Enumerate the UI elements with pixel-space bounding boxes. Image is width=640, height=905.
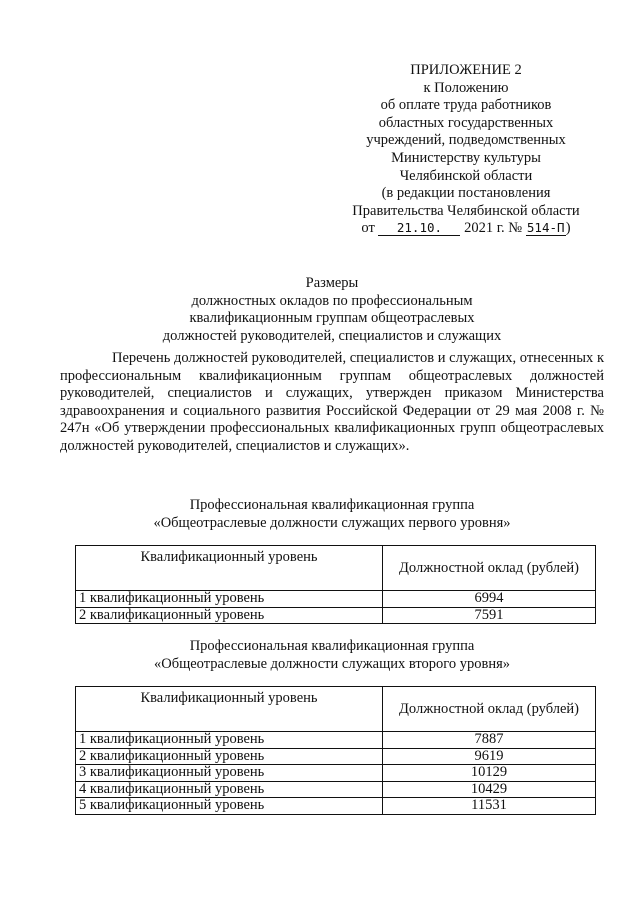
salary-cell: 10129: [383, 765, 596, 782]
salary-cell: 7591: [383, 607, 596, 624]
closing-paren: ): [565, 220, 571, 237]
date-prefix: от: [361, 220, 375, 237]
group-heading-first-level: [60, 497, 604, 532]
intro-text: Перечень должностей руководителей, специалистов и служащих, отнесенных к профессиональным квалификационным группам общеотраслевых должностей руководителей, специалистов и служащих, утвержден приказом Министерства здравоохранения и социального развития Российской Федерации от 29 мая 2008 г. № 247н «Об утверждении профессиональных квалификационных групп общеотраслевых должностей руководителей, специалистов и служащих».: [60, 350, 604, 454]
level-cell: 1 квалификационный уровень: [76, 732, 383, 749]
title-line: должностных окладов по профессиональным: [191, 292, 473, 309]
salary-cell: 9619: [383, 748, 596, 765]
level-cell: 5 квалификационный уровень: [76, 798, 383, 815]
column-header-salary: Должностной оклад (рублей): [383, 687, 596, 732]
appendix-line: областных государственных: [378, 114, 554, 131]
table-row: [76, 591, 596, 608]
level-cell: 3 квалификационный уровень: [76, 765, 383, 782]
salary-cell: 6994: [383, 591, 596, 608]
column-header-level: Квалификационный уровень: [76, 687, 383, 732]
table-row: [76, 748, 596, 765]
group-heading-line: «Общеотраслевые должности служащих первого уровня»: [153, 514, 511, 531]
column-header-level: Квалификационный уровень: [76, 546, 383, 591]
table-row: [76, 781, 596, 798]
appendix-line: Правительства Челябинской области: [352, 202, 580, 219]
group-heading-second-level: [60, 638, 604, 673]
table-row: [76, 607, 596, 624]
intro-paragraph: [60, 350, 604, 456]
appendix-line: (в редакции постановления: [381, 185, 551, 202]
salary-cell: 11531: [383, 798, 596, 815]
title-line: должностей руководителей, специалистов и служащих: [162, 327, 502, 344]
level-cell: 2 квалификационный уровень: [76, 748, 383, 765]
document-title: [60, 275, 604, 345]
date-year: 2021 г. №: [464, 220, 523, 237]
title-line: квалификационным группам общеотраслевых: [189, 310, 475, 327]
table-row: [76, 765, 596, 782]
appendix-line: Челябинской области: [399, 167, 533, 184]
level-cell: 1 квалификационный уровень: [76, 591, 383, 608]
group-heading-line: Профессиональная квалификационная группа: [189, 638, 475, 654]
appendix-line: об оплате труда работников: [380, 97, 552, 114]
table-row: [76, 798, 596, 815]
level-cell: 4 квалификационный уровень: [76, 781, 383, 798]
resolution-number: 514-П: [526, 220, 565, 236]
appendix-title: ПРИЛОЖЕНИЕ 2: [410, 62, 522, 78]
table-header-row: [76, 687, 596, 732]
salary-cell: 7887: [383, 732, 596, 749]
resolution-date-line: [330, 220, 602, 238]
table-row: [76, 732, 596, 749]
salary-table-second-level: [75, 686, 596, 815]
appendix-line: учреждений, подведомственных: [366, 132, 566, 149]
level-cell: 2 квалификационный уровень: [76, 607, 383, 624]
salary-table-first-level: [75, 545, 596, 624]
title-line: Размеры: [305, 275, 359, 291]
column-header-salary: Должностной оклад (рублей): [383, 546, 596, 591]
appendix-line: к Положению: [423, 79, 509, 96]
resolution-date: 21.10.: [378, 221, 460, 236]
group-heading-line: «Общеотраслевые должности служащих второго уровня»: [153, 655, 511, 672]
table-header-row: [76, 546, 596, 591]
salary-cell: 10429: [383, 781, 596, 798]
group-heading-line: Профессиональная квалификационная группа: [189, 497, 475, 513]
appendix-header: [330, 62, 602, 238]
appendix-line: Министерству культуры: [391, 149, 541, 166]
